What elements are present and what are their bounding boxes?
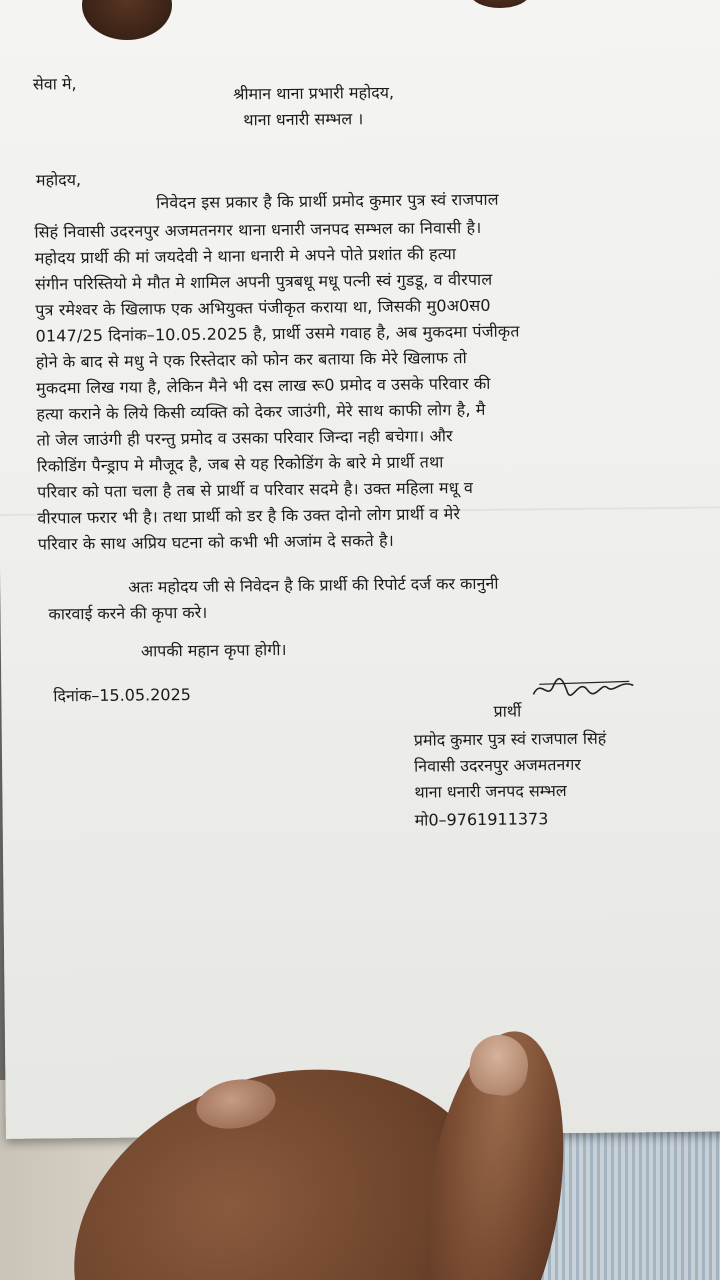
- letter-date: दिनांक–15.05.2025: [53, 684, 192, 706]
- applicant-address-1: निवासी उदरनपुर अजमतनगर: [414, 754, 581, 776]
- body-line: तो जेल जाउंगी ही परन्तु प्रमोद व उसका परिवार जिन्दा नही बचेगा। और: [36, 426, 453, 450]
- body-line: महोदय प्रार्थी की मां जयदेवी ने थाना धनारी मे अपने पोते प्रशांत की हत्या: [34, 244, 457, 268]
- body-line: मुकदमा लिख गया है, लेकिन मैने भी दस लाख रू0 प्रमोद व उसके परिवार की: [36, 373, 491, 398]
- applicant-phone: मो0–9761911373: [414, 809, 549, 830]
- body-line: परिवार को पता चला है तब से प्रार्थी व परिवार सदमे है। उक्त महिला मधू व: [37, 478, 474, 502]
- applicant-label: प्रार्थी: [493, 701, 522, 721]
- addressee-line-2: थाना धनारी सम्भल ।: [243, 109, 364, 130]
- salutation: सेवा मे,: [32, 74, 77, 94]
- closing-line: आपकी महान कृपा होगी।: [140, 639, 287, 661]
- body-line: परिवार के साथ अप्रिय घटना को कभी भी अजांम दे सकते है।: [37, 530, 395, 554]
- body-line: रिकोडिंग पैन्ड्राप मे मौजूद है, जब से यह रिकोडिंग के बारे मे प्रार्थी तथा: [36, 452, 444, 476]
- request-line-1: अतः महोदय जी से निवेदन है कि प्रार्थी की रिपोर्ट दर्ज कर कानुनी: [128, 573, 499, 597]
- body-line: पुत्र रमेश्वर के खिलाफ एक अभियुक्त पंजीकृत कराया था, जिसकी मु0अ0स0: [35, 295, 491, 320]
- body-line: निवेदन इस प्रकार है कि प्रार्थी प्रमोद कुमार पुत्र स्वं राजपाल: [156, 189, 499, 213]
- body-line: संगीन परिस्तियो मे मौत मे शामिल अपनी पुत्रबधू मधू पत्नी स्वं गुडडू, व वीरपाल: [34, 269, 493, 294]
- body-line: सिहं निवासी उदरनपुर अजमतनगर थाना धनारी जनपद सम्भल का निवासी है।: [34, 217, 482, 242]
- body-line: वीरपाल फरार भी है। तथा प्रार्थी को डर है कि उक्त दोनो लोग प्रार्थी व मेरे: [37, 504, 461, 528]
- request-line-2: कारवाई करने की कृपा करे।: [48, 602, 208, 624]
- body-line: हत्या कराने के लिये किसी व्यक्ति को देकर जाउंगी, मेरे साथ काफी लोग है, मै: [36, 399, 486, 424]
- body-line: 0147/25 दिनांक–10.05.2025 है, प्रार्थी उसमे गवाह है, अब मुकदमा पंजीकृत: [35, 321, 520, 346]
- addressee-line-1: श्रीमान थाना प्रभारी महोदय,: [232, 82, 395, 104]
- body-line: होने के बाद से मधु ने एक रिस्तेदार को फोन कर बताया कि मेरे खिलाफ तो: [35, 348, 467, 372]
- greeting: महोदय,: [35, 170, 82, 190]
- applicant-address-2: थाना धनारी जनपद सम्भल: [414, 781, 567, 802]
- applicant-name: प्रमोद कुमार पुत्र स्वं राजपाल सिहं: [413, 728, 607, 750]
